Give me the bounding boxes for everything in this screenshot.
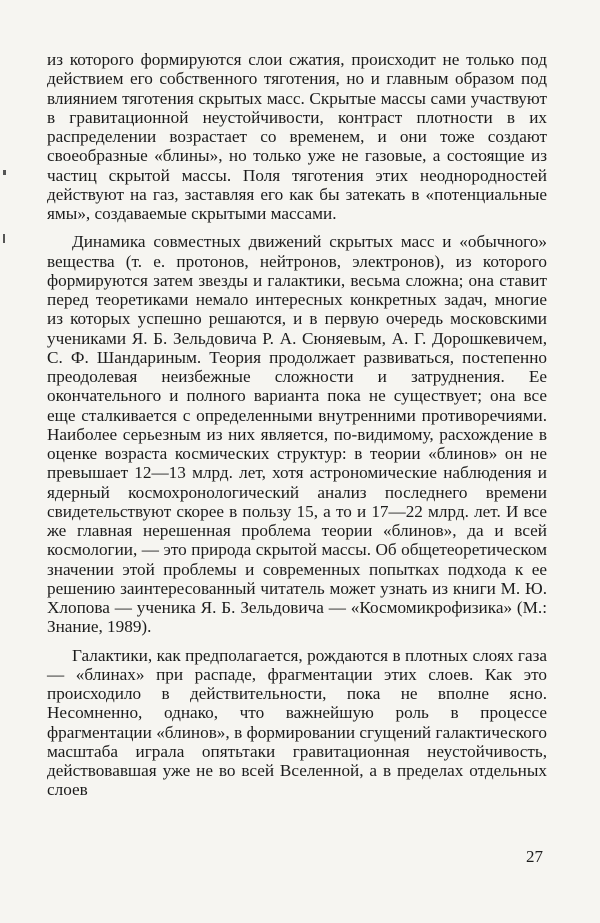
paragraph-2: Динамика совместных движений скрытых масс и «обычного» вещества (т. е. протонов, нейтронов, электронов), из которого формируются затем звезды и галактики, весьма сложна; она ставит перед теоретиками немало интересных конкретных задач, многие из которых успешно решаются, и в первую очередь московскими учениками Я. Б. Зельдовича Р. А. Сюняевым, А. Г. Дорошкевичем, С. Ф. Шандариным. Теория продолжает развиваться, постепенно преодолевая неизбежные сложности и затруднения. Ее окончательного и полного варианта пока не существует; она все еще сталкивается с определенными внутренними противоречиями. Наиболее серьезным из них является, по-видимому, расхождение в оценке возраста космических структур: в теории «блинов» он не превышает 12—13 млрд. лет, хотя астрономические наблюдения и ядерный космохронологический анализ последнего времени свидетельствуют скорее в пользу 15, а то и 17—22 млрд. лет. И все же главная нерешенная проблема теории «блинов», да и всей космологии, — это природа скрытой массы. Об общетеоретическом значении этой проблемы и современных попытках подхода к ее решению заинтересованный читатель может узнать из книги М. Ю. Хлопова — ученика Я. Б. Зельдовича — «Космомикрофизика» (М.: Знание, 1989). bbox=[47, 232, 547, 637]
page-number: 27 bbox=[526, 847, 543, 866]
margin-mark bbox=[3, 170, 6, 175]
paragraph-1: из которого формируются слои сжатия, происходит не только под действием его собственного тяготения, но и главным образом под влиянием тяготения скрытых масс. Скрытые массы сами участвуют в гравитационной неустойчивости, контраст плотности в их распределении возрастает со временем, и они тоже создают своеобразные «блины», но только уже не газовые, а состоящие из частиц скрытой массы. Поля тяготения этих неоднородностей действуют на газ, заставляя его как бы затекать в «потенциальные ямы», создаваемые скрытыми массами. bbox=[47, 50, 547, 223]
body-text bbox=[47, 50, 547, 809]
paragraph-3: Галактики, как предполагается, рождаются в плотных слоях газа — «блинах» при распаде, фрагментации этих слоев. Как это происходило в действительности, пока не вполне ясно. Несомненно, однако, что важнейшую роль в процессе фрагментации «блинов», в формировании сгущений галактического масштаба играла опятьтаки гравитационная неустойчивость, действовавшая уже не во всей Вселенной, а в пределах отдельных слоев bbox=[47, 645, 547, 800]
margin-mark bbox=[3, 234, 5, 243]
